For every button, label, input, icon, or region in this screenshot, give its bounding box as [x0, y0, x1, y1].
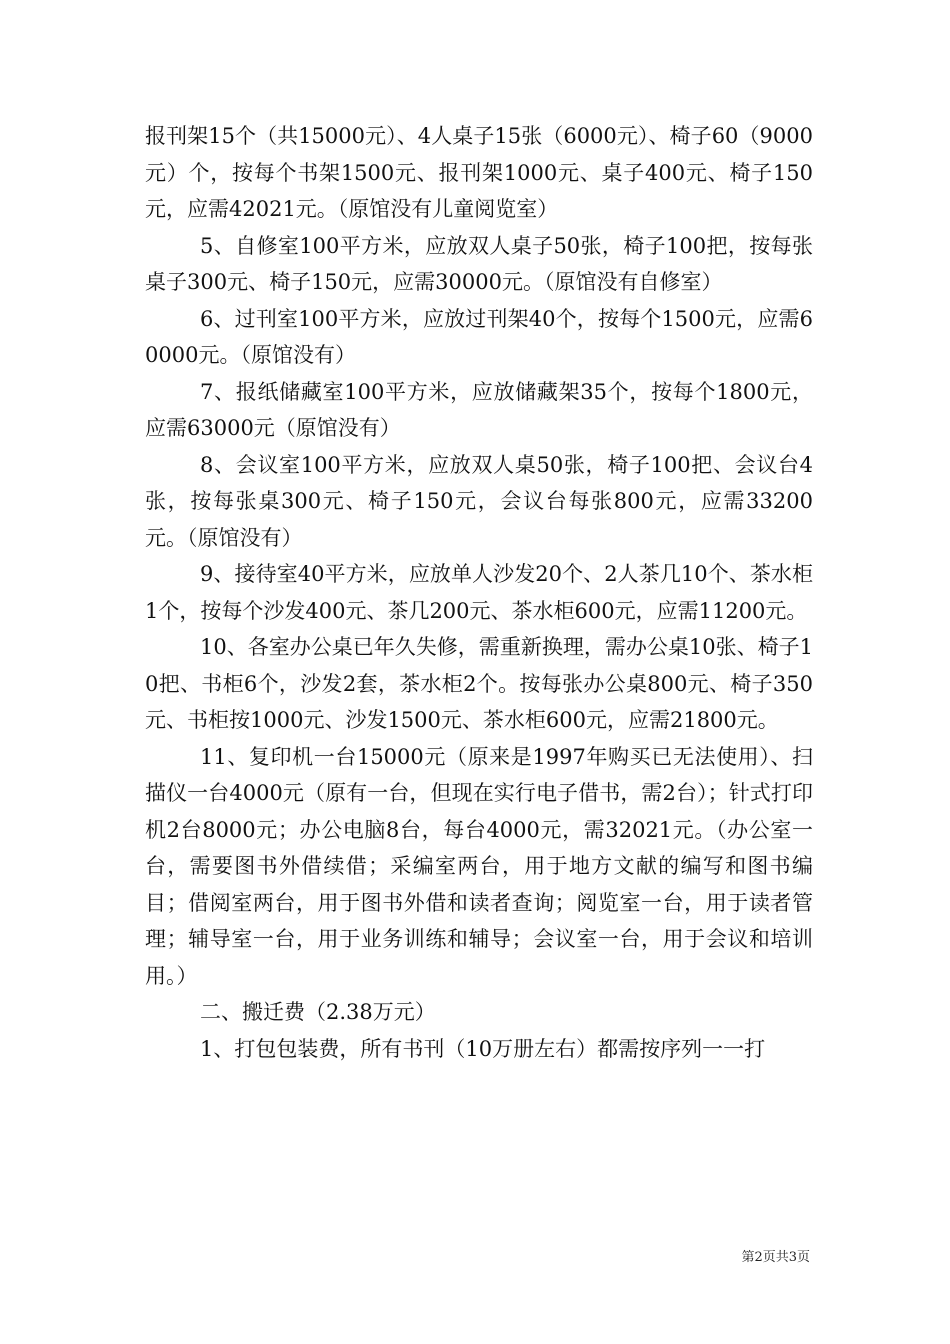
paragraph-item-6: 6、过刊室100平方米，应放过刊架40个，按每个1500元，应需60000元。（原馆没有） — [145, 306, 813, 367]
paragraph-continuation: 报刊架15个（共15000元）、4人桌子15张（6000元）、椅子60（9000元）个，按每个书架1500元、报刊架1000元、桌子400元、椅子150元，应需42021元。（原馆没有儿童阅览室） — [145, 124, 813, 221]
paragraph-item-11: 11、复印机一台15000元（原来是1997年购买已无法使用）、扫描仪一台4000元（原有一台，但现在实行电子借书，需2台）；针式打印机2台8000元；办公电脑8台，每台4000元，需32021元。（办公室一台，需要图书外借续借；采编室两台，用于地方文献的编写和图书编目；借阅室两台，用于图书外借和读者查询；阅览室一台，用于读者管理；辅导室一台，用于业务训练和辅导；会议室一台，用于会议和培训用。） — [145, 744, 813, 988]
paragraph-item-7: 7、报纸储藏室100平方米，应放储藏架35个，按每个1800元，应需63000元（原馆没有） — [145, 379, 813, 440]
paragraph-relocation-item-1: 1、打包包装费，所有书刊（10万册左右）都需按序列一一打 — [200, 1036, 766, 1061]
document-body — [145, 118, 813, 1067]
page-number-footer: 第2页共3页 — [741, 1250, 810, 1265]
paragraph-item-9: 9、接待室40平方米，应放单人沙发20个、2人茶几10个、茶水柜1个，按每个沙发400元、茶几200元、茶水柜600元，应需11200元。 — [145, 562, 813, 623]
section-heading-relocation: 二、搬迁费（2.38万元） — [200, 1000, 436, 1024]
paragraph-item-10: 10、各室办公桌已年久失修，需重新换理，需办公桌10张、椅子10把、书柜6个，沙发2套，茶水柜2个。按每张办公桌800元、椅子350元、书柜按1000元、沙发1500元、茶水柜600元，应需21800元。 — [145, 635, 813, 732]
paragraph-item-8: 8、会议室100平方米，应放双人桌50张，椅子100把、会议台4张，按每张桌300元、椅子150元，会议台每张800元，应需33200元。（原馆没有） — [145, 452, 813, 550]
paragraph-item-5: 5、自修室100平方米，应放双人桌子50张，椅子100把，按每张桌子300元、椅子150元，应需30000元。（原馆没有自修室） — [145, 233, 813, 294]
